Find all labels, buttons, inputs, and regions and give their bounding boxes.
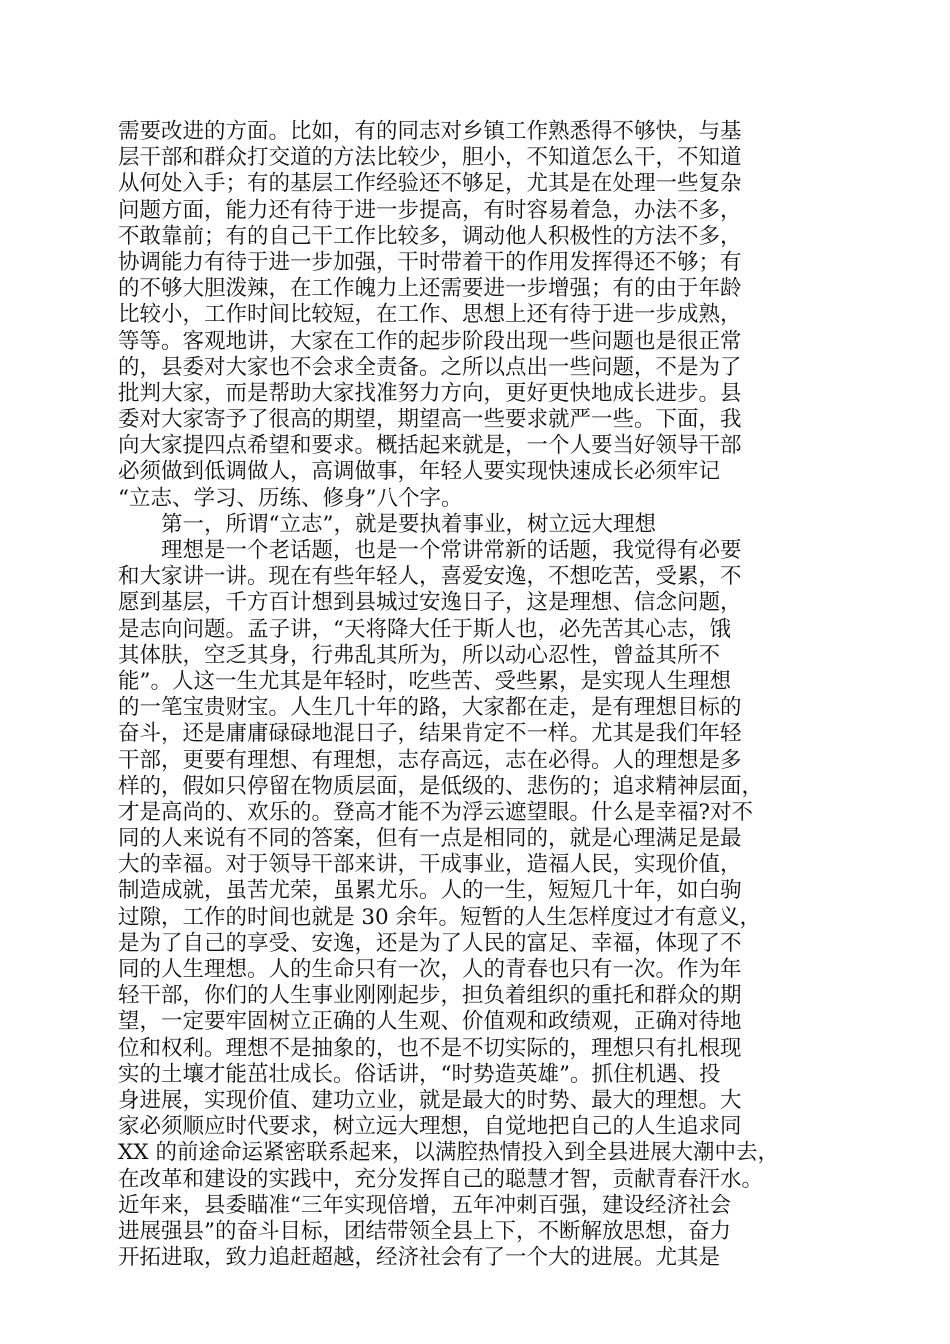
text-line: 制造成就，虽苦尤荣，虽累尤乐。人的一生，短短几十年，如白驹 <box>118 878 742 904</box>
text-line: 开拓进取，致力追赶超越，经济社会有了一个大的进展。尤其是 <box>118 1245 721 1271</box>
text-line: 在改革和建设的实践中，充分发挥自己的聪慧才智，贡献青春汗水。 <box>118 1166 764 1192</box>
text-line: 理想是一个老话题，也是一个常讲常新的话题，我觉得有必要 <box>118 538 742 563</box>
text-line: 才是高尚的、欢乐的。登高才能不为浮云遮望眼。什么是幸福?对不 <box>118 799 754 825</box>
text-line: 比较小，工作时间比较短，在工作、思想上还有待于进一步成熟， <box>118 302 742 328</box>
text-line: 等等。客观地讲，大家在工作的起步阶段出现一些问题也是很正常 <box>118 328 742 354</box>
text-line: 位和权利。理想不是抽象的，也不是不切实际的，理想只有扎根现 <box>118 1035 742 1061</box>
text-line: 委对大家寄予了很高的期望，期望高一些要求就严一些。下面，我 <box>118 407 742 433</box>
text-line: 大的幸福。对于领导干部来讲，干成事业，造福人民，实现价值， <box>118 852 742 878</box>
text-line: “立志、学习、历练、修身”八个字。 <box>118 485 463 511</box>
text-line: 的不够大胆泼辣，在工作魄力上还需要进一步增强；有的由于年龄 <box>118 276 742 302</box>
text-line: 问题方面，能力还有待于进一步提高，有时容易着急，办法不多， <box>118 197 742 223</box>
text-line: 望，一定要牢固树立正确的人生观、价值观和政绩观，正确对待地 <box>118 1009 742 1035</box>
text-line: 近年来，县委瞄准“三年实现倍增，五年冲刺百强，建设经济社会 <box>118 1192 731 1218</box>
text-line: 需要改进的方面。比如，有的同志对乡镇工作熟悉得不够快，与基 <box>118 119 742 144</box>
text-line: 实的土壤才能茁壮成长。俗话讲，“时势造英雄”。抓住机遇、投 <box>118 1061 721 1087</box>
text-line: 其体肤，空乏其身，行弗乱其所为，所以动心忍性，曾益其所不 <box>118 642 721 668</box>
text-line: 从何处入手；有的基层工作经验还不够足，尤其是在处理一些复杂 <box>118 171 742 197</box>
text-line: 过隙，工作的时间也就是 30 余年。短暂的人生怎样度过才有意义， <box>118 904 762 930</box>
text-line: 协调能力有待于进一步加强，干时带着干的作用发挥得还不够；有 <box>118 249 742 275</box>
text-line: 向大家提四点希望和要求。概括起来就是，一个人要当好领导干部 <box>118 433 742 459</box>
text-line: 是志向问题。孟子讲，“天将降大任于斯人也，必先苦其心志，饿 <box>118 616 731 642</box>
text-line: 轻干部，你们的人生事业刚刚起步，担负着组织的重托和群众的期 <box>118 983 742 1009</box>
text-line: 进展强县”的奋斗目标，团结带领全县上下，不断解放思想，奋力 <box>118 1218 731 1244</box>
text-line: 是为了自己的享受、安逸，还是为了人民的富足、幸福，体现了不 <box>118 930 742 956</box>
text-line: 奋斗，还是庸庸碌碌地混日子，结果肯定不一样。尤其是我们年轻 <box>118 721 742 747</box>
text-line: 层干部和群众打交道的方法比较少，胆小，不知道怎么干，不知道 <box>118 145 742 171</box>
text-line: 家必须顺应时代要求，树立远大理想，自觉地把自己的人生追求同 <box>118 1114 742 1140</box>
text-line: 的，县委对大家也不会求全责备。之所以点出一些问题，不是为了 <box>118 354 742 380</box>
text-line: 身进展，实现价值、建功立业，就是最大的时势、最大的理想。大 <box>118 1087 742 1113</box>
text-line: 同的人生理想。人的生命只有一次，人的青春也只有一次。作为年 <box>118 957 742 982</box>
section-heading: 第一，所谓“立志”，就是要执着事业，树立远大理想 <box>118 511 656 537</box>
text-line: 同的人来说有不同的答案，但有一点是相同的，就是心理满足是最 <box>118 826 742 852</box>
text-line: 样的，假如只停留在物质层面，是低级的、悲伤的；追求精神层面， <box>118 773 764 799</box>
text-line: 和大家讲一讲。现在有些年轻人，喜爱安逸，不想吃苦，受累，不 <box>118 564 742 590</box>
document-body <box>118 119 838 1271</box>
text-line: 批判大家，而是帮助大家找准努力方向，更好更快地成长进步。县 <box>118 380 742 406</box>
text-line: XX 的前途命运紧密联系起来，以满腔热情投入到全县进展大潮中去， <box>118 1140 779 1166</box>
text-line: 的一笔宝贵财宝。人生几十年的路，大家都在走，是有理想目标的 <box>118 695 742 721</box>
text-line: 干部，更要有理想、有理想，志存高远，志在必得。人的理想是多 <box>118 747 742 773</box>
text-line: 不敢靠前；有的自己干工作比较多，调动他人积极性的方法不多， <box>118 223 742 249</box>
text-line: 能”。人这一生尤其是年轻时，吃些苦、受些累，是实现人生理想 <box>118 668 731 694</box>
text-line: 必须做到低调做人，高调做事，年轻人要实现快速成长必须牢记 <box>118 459 721 485</box>
text-line: 愿到基层，千方百计想到县城过安逸日子，这是理想、信念问题， <box>118 590 742 616</box>
